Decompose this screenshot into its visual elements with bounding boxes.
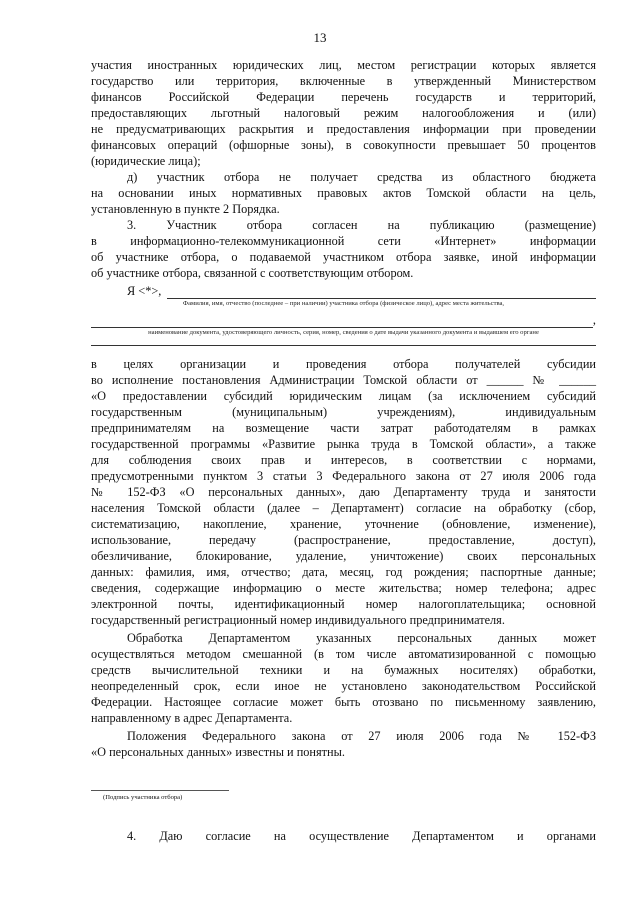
text-line: Обработка Департаментом указанных персональных данных может	[127, 631, 596, 645]
text-line: в информационно-телекоммуникационной сети «Интернет» информации	[91, 234, 596, 248]
text-line: для соблюдения своих прав и интересов, в соответствии с нормами,	[91, 453, 596, 467]
text-line: об участнике отбора, связанной с соответствующим отбором.	[91, 266, 414, 280]
page-number: 13	[313, 30, 327, 45]
text-line: электронной почты, идентификационный номер налогоплательщика; основной	[91, 597, 596, 611]
paragraph-processing	[91, 630, 596, 726]
text-line: участия иностранных юридических лиц, местом регистрации которых является	[91, 58, 596, 72]
text-line: финансовых операций (офшорные зоны), в совокупности превышает 50 процентов	[91, 138, 596, 152]
text-line: населения Томской области (далее – Департамент) согласие на обработку (сбор,	[91, 501, 596, 515]
text-line: во исполнение постановления Администрации Томской области от ______ № ______	[91, 373, 596, 387]
text-line: Положения Федерального закона от 27 июля 2006 года № 152-ФЗ	[127, 729, 596, 743]
document-line	[91, 312, 596, 328]
document-field[interactable]	[91, 315, 593, 328]
text-line: д) участник отбора не получает средства из областного бюджета	[127, 170, 596, 184]
text-line: «О предоставлении субсидий юридическим лицам (за исключением субсидий	[91, 389, 596, 403]
text-line: предпринимателям на возмещение части затрат работодателям в рамках	[91, 421, 596, 435]
paragraph-item-d	[91, 169, 596, 217]
text-line: неопределенный срок, если иное не установлено законодательством Российской	[91, 679, 596, 693]
text-line: 4. Даю согласие на осуществление Департаментом и органами	[127, 829, 596, 843]
paragraph-law	[91, 728, 596, 760]
blank-line-field[interactable]	[91, 337, 596, 346]
text-line: предусмотренными пунктом 3 статьи 3 Федерального закона от 27 июля 2006 года	[91, 469, 596, 483]
text-line: обезличивание, блокирование, удаление, уничтожение) своих персональных	[91, 549, 596, 563]
signature-line[interactable]	[91, 790, 229, 791]
paragraph-item-4	[91, 828, 596, 844]
text-line: направленному в адрес Департамента.	[91, 711, 293, 725]
caption-document: наименование документа, удостоверяющего личность, серия, номер, сведения о дате выдачи указанного документа и выдавшем его органе	[148, 329, 539, 336]
text-line: систематизацию, накопление, хранение, уточнение (обновление, изменение),	[91, 517, 596, 531]
text-line: финансов Российской Федерации перечень государств и территорий,	[91, 90, 596, 104]
paragraph-consent	[91, 356, 596, 628]
text-line: средств вычислительной техники и на бумажных носителях) обработки,	[91, 663, 596, 677]
text-line: 3. Участник отбора согласен на публикацию (размещение)	[127, 218, 596, 232]
text-line: осуществляться методом смешанной (в том числе автоматизированной с помощью	[91, 647, 596, 661]
text-line: «О персональных данных» известны и понятны.	[91, 745, 345, 759]
text-line: № 152-ФЗ «О персональных данных», даю Департаменту труда и занятости	[91, 485, 596, 499]
document-body	[91, 57, 596, 844]
text-line: (юридические лица);	[91, 154, 201, 168]
caption-fio: Фамилия, имя, отчество (последнее – при наличии) участника отбора (физическое лицо), адрес места жительства,	[182, 300, 505, 307]
text-line: об участнике отбора, о подаваемой участником отбора заявке, иной информации	[91, 250, 596, 264]
ya-prefix: Я <*>,	[127, 284, 162, 298]
text-line: на основании иных нормативных правовых актов Томской области на цель,	[91, 186, 596, 200]
applicant-name-field[interactable]	[167, 286, 596, 299]
text-line: данных: фамилия, имя, отчество; дата, месяц, год рождения; паспортные данные;	[91, 565, 596, 579]
text-line: сведения, содержащие информацию о месте жительства; номер телефона; адрес	[91, 581, 596, 595]
paragraph-offshore	[91, 57, 596, 169]
text-line: в целях организации и проведения отбора получателей субсидии	[91, 357, 596, 371]
comma: ,	[592, 313, 596, 327]
text-line: государственной программы «Развитие рынка труда в Томской области», а также	[91, 437, 596, 451]
text-line: государство или территория, включенные в утвержденный Министерством	[91, 74, 596, 88]
text-line: Федерации. Настоящее согласие может быть отозвано по письменному заявлению,	[91, 695, 596, 709]
text-line: использование, передачу (распространение, предоставление, доступ),	[91, 533, 596, 547]
signature-caption: (Подпись участника отбора)	[103, 794, 183, 801]
paragraph-item-3	[91, 217, 596, 281]
text-line: предоставляющих льготный налоговый режим налогообложения и (или)	[91, 106, 596, 120]
text-line: государственным (муниципальным) учреждениям), индивидуальным	[91, 405, 596, 419]
text-line: не предусматривающих раскрытия и предоставления информации при проведении	[91, 122, 596, 136]
applicant-name-line	[91, 283, 596, 299]
text-line: установленную в пункте 2 Порядка.	[91, 202, 280, 216]
text-line: государственный регистрационный номер индивидуального предпринимателя.	[91, 613, 505, 627]
